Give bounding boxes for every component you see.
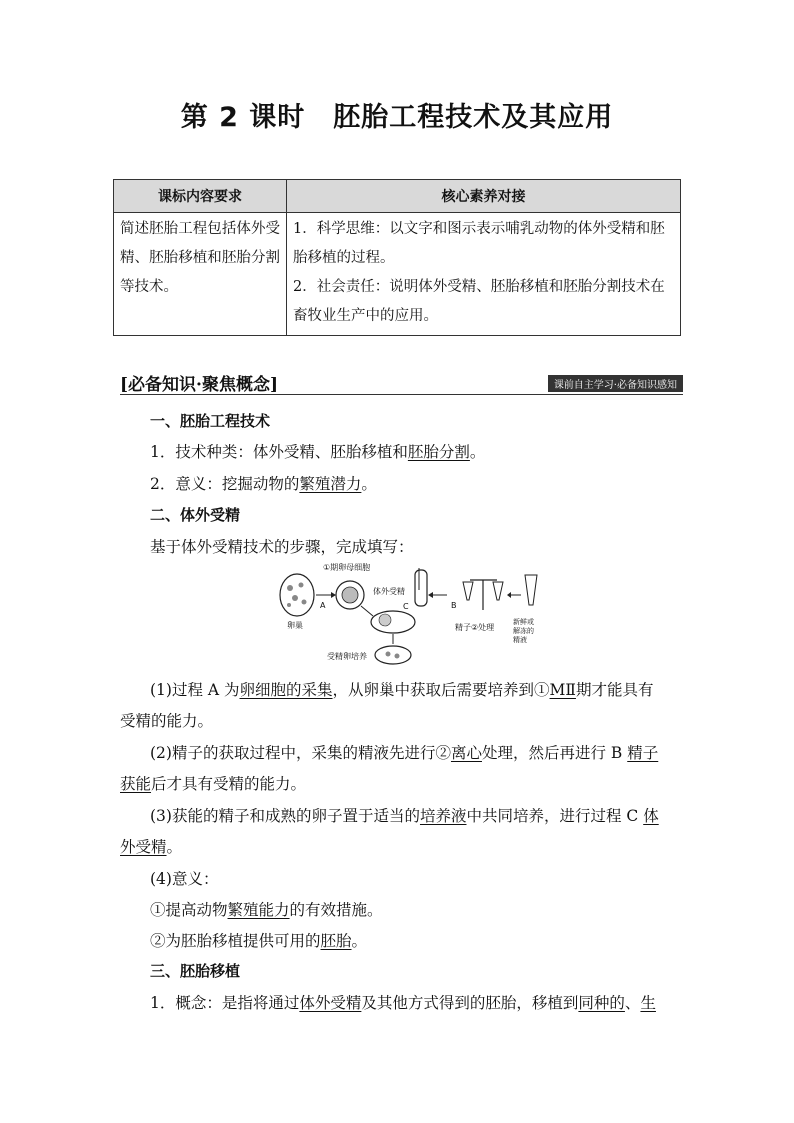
ivf-dish <box>371 611 415 633</box>
para-1-line-1 <box>150 678 653 700</box>
ovary-label: 卵巢 <box>287 621 303 630</box>
answer-blank: 培养液 <box>419 807 467 825</box>
answer-blank: 离心 <box>450 744 482 762</box>
answer-blank: 胚胎分割 <box>407 443 470 461</box>
text: 。 <box>469 443 486 461</box>
text: (1)过程 A 为 <box>150 681 240 699</box>
line-instruction: 基于体外受精技术的步骤，完成填写： <box>150 538 414 556</box>
centrifuge-tube <box>493 582 503 600</box>
answer-blank: 体外受精 <box>299 994 362 1012</box>
culture-label: 受精卵培养 <box>327 652 367 661</box>
text: 。 <box>361 475 377 493</box>
para-3-line-1 <box>150 804 659 826</box>
follicle <box>302 600 307 605</box>
section-tag: 课前自主学习·必备知识感知 <box>548 375 683 392</box>
semen-label-1: 新鲜或 <box>513 618 534 626</box>
para-3-line-2 <box>120 835 182 857</box>
answer-blank: 体 <box>643 807 659 825</box>
label-b: B <box>451 601 457 610</box>
text: ，从卵巢中获取后需要培养到① <box>332 681 550 699</box>
test-tube <box>415 570 427 606</box>
text: 。 <box>351 932 368 950</box>
text: (3)获能的精子和成熟的卵子置于适当的 <box>150 807 420 825</box>
answer-blank: 精子 <box>627 744 659 762</box>
text: 1．技术种类：体外受精、胚胎移植和 <box>150 443 408 461</box>
answer-blank: 胚胎 <box>320 932 352 950</box>
semen-label-2: 解冻的 <box>513 627 534 635</box>
line-significance <box>150 472 377 494</box>
follicle <box>299 583 304 588</box>
follicle <box>287 603 291 607</box>
text: (2)精子的获取过程中，采集的精液先进行② <box>150 744 451 762</box>
para-1-line-2: 受精的能力。 <box>120 712 214 730</box>
zygote <box>395 654 400 659</box>
arrow-head <box>428 592 433 598</box>
page-title: 第 2 课时 胚胎工程技术及其应用 <box>180 102 614 133</box>
para-7 <box>150 991 656 1013</box>
text: 、 <box>624 994 641 1012</box>
arrow-to-dish <box>361 606 373 616</box>
culture-dish <box>375 646 411 664</box>
ivf-label: 体外受精 <box>373 587 405 596</box>
arrow-head <box>507 592 511 598</box>
text: 期才能具有 <box>575 681 654 699</box>
answer-blank: 卵细胞的采集 <box>239 681 333 699</box>
section-label: [必备知识·聚焦概念] <box>120 375 279 395</box>
table-cell-right-1: 1．科学思维：以文字和图示表示哺乳动物的体外受精和胚胎移植的过程。 <box>293 221 665 266</box>
semen-tube <box>525 575 537 605</box>
follicle <box>292 595 298 601</box>
heading-embryo-tech: 一、胚胎工程技术 <box>150 412 271 430</box>
answer-blank: 外受精 <box>120 838 167 856</box>
table-head-left: 课标内容要求 <box>114 180 287 213</box>
para-4: (4)意义： <box>150 870 219 888</box>
answer-blank: 繁殖能力 <box>227 901 290 919</box>
follicle <box>287 585 293 591</box>
para-6 <box>150 929 367 951</box>
section-header <box>120 370 683 395</box>
para-5 <box>150 898 383 920</box>
ivf-diagram <box>275 560 545 670</box>
text: 中共同培养，进行过程 C <box>466 807 644 825</box>
answer-blank: MⅡ <box>549 681 576 699</box>
table-cell-right <box>287 213 681 336</box>
answer-blank: 同种的 <box>578 994 625 1012</box>
ovary-shape <box>280 574 314 616</box>
table-cell-right-2: 2．社会责任：说明体外受精、胚胎移植和胚胎分割技术在畜牧业生产中的应用。 <box>293 279 665 324</box>
text: 及其他方式得到的胚胎，移植到 <box>361 994 579 1012</box>
arrow-head <box>331 592 336 598</box>
text: 的有效措施。 <box>289 901 383 919</box>
text: 后才具有受精的能力。 <box>151 775 307 793</box>
sperm-label: 精子②处理 <box>455 623 495 632</box>
standards-table <box>113 179 681 336</box>
heading-ivf: 二、体外受精 <box>150 506 241 524</box>
oocyte-inner <box>342 587 358 603</box>
semen-label-3: 精液 <box>513 636 527 644</box>
egg-in-dish <box>379 614 391 626</box>
text: ①提高动物 <box>150 901 228 919</box>
answer-blank: 生 <box>640 994 656 1012</box>
centrifuge-tube <box>463 582 473 600</box>
text: 1．概念：是指将通过 <box>150 994 300 1012</box>
table-cell-left: 简述胚胎工程包括体外受精、胚胎移植和胚胎分割等技术。 <box>114 213 287 336</box>
oocyte-label: ①期卵母细胞 <box>323 563 371 572</box>
label-a: A <box>320 601 326 610</box>
line-tech-types <box>150 440 485 462</box>
para-2-line-1 <box>150 741 658 763</box>
text: 2．意义：挖掘动物的 <box>150 475 300 493</box>
answer-blank: 繁殖潜力 <box>299 475 362 493</box>
zygote <box>386 652 391 657</box>
answer-blank: 获能 <box>120 775 152 793</box>
text: 。 <box>166 838 183 856</box>
label-c: C <box>403 602 409 611</box>
text: 处理，然后再进行 B <box>481 744 628 762</box>
heading-embryo-transfer: 三、胚胎移植 <box>150 962 241 980</box>
text: ②为胚胎移植提供可用的 <box>150 932 321 950</box>
para-2-line-2 <box>120 772 306 794</box>
table-head-right: 核心素养对接 <box>287 180 681 213</box>
